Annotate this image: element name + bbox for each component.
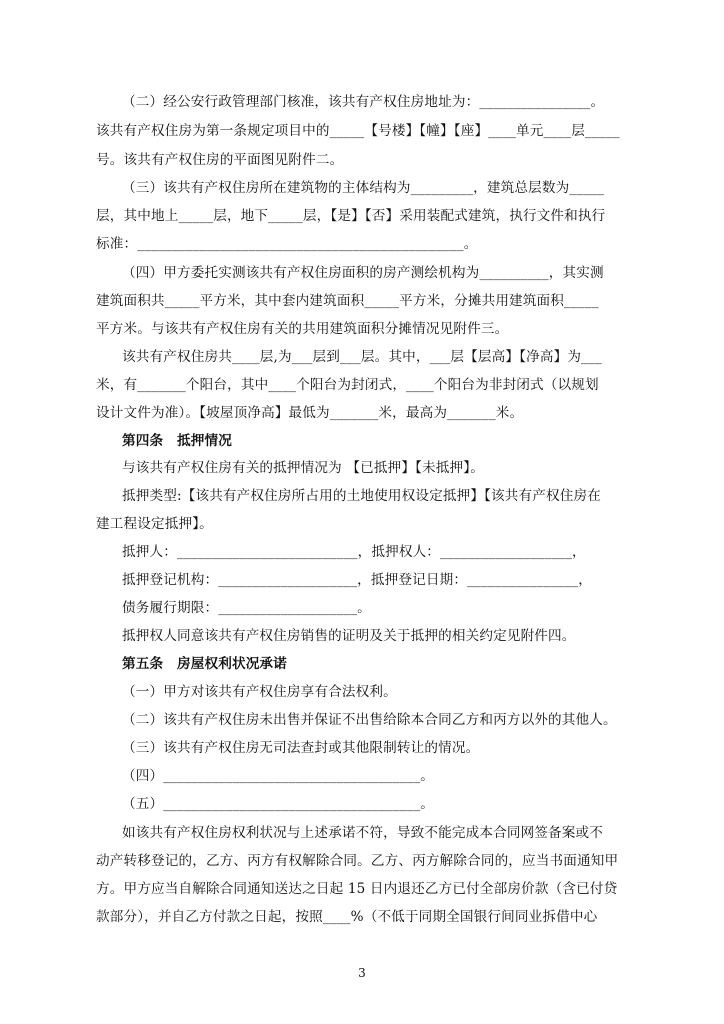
text-line: 方。甲方应当自解除合同通知送达之日起 15 日内退还乙方已付全部房价款（含已付贷 [96, 881, 618, 897]
text-line: 如该共有产权住房权利状况与上述承诺不符，导致不能完成本合同网签备案或不 [122, 825, 604, 841]
text-line: 该共有产权住房共____层,为___层到___层。其中，___层【层高】【净高】为___ [122, 349, 602, 365]
text-line: 标准：_______________________________________________。 [96, 236, 478, 252]
text-line: 与该共有产权住房有关的抵押情况为 【已抵押】【未抵押】。 [122, 460, 484, 476]
page-number: 3 [358, 966, 366, 980]
section-heading: 第五条 房屋权利状况承诺 [122, 656, 287, 672]
text-line: （一）甲方对该共有产权住房享有合法权利。 [122, 684, 397, 700]
text-line: 款部分），并自乙方付款之日起，按照____%（不低于同期全国银行间同业拆借中心 [96, 909, 598, 925]
text-line: 层，其中地上_____层，地下_____层，【是】【否】采用装配式建筑，执行文件和执行 [96, 208, 606, 224]
text-line: 建筑面积共_____平方米，其中套内建筑面积_____平方米，分摊共用建筑面积_____ [96, 293, 599, 309]
text-line: （五）_____________________________________。 [122, 796, 435, 812]
text-line: 设计文件为准）。【坡屋顶净高】最低为_______米，最高为_______米。 [96, 405, 524, 421]
text-line: （四）甲方委托实测该共有产权住房面积的房产测绘机构为__________，其实测 [122, 265, 604, 281]
text-line: 抵押登记机构：____________________，抵押登记日期：________________， [122, 572, 592, 588]
section-heading: 第四条 抵押情况 [122, 433, 232, 449]
text-line: 动产转移登记的，乙方、丙方有权解除合同。乙方、丙方解除合同的，应当书面通知甲 [96, 853, 619, 869]
text-line: 抵押人：__________________________，抵押权人：___________________， [122, 544, 586, 560]
text-line: 建工程设定抵押】。 [96, 516, 213, 532]
text-line: 债务履行期限：____________________。 [122, 600, 371, 616]
text-line: 号。该共有产权住房的平面图见附件二。 [96, 152, 344, 168]
text-line: （三）该共有产权住房无司法查封或其他限制转让的情况。 [122, 740, 480, 756]
text-line: （三）该共有产权住房所在建筑物的主体结构为_________，建筑总层数为_____ [122, 180, 605, 196]
text-line: （四）_____________________________________。 [122, 768, 435, 784]
text-line: 平方米。与该共有产权住房有关的共用建筑面积分摊情况见附件三。 [96, 321, 509, 337]
text-line: 抵押类型:【该共有产权住房所占用的土地使用权设定抵押】【该共有产权住房在 [122, 488, 601, 504]
text-line: （二）经公安行政管理部门核准，该共有产权住房地址为：________________。 [122, 94, 605, 110]
text-line: 米，有_______个阳台，其中____个阳台为封闭式，____个阳台为非封闭式（以规划 [96, 377, 599, 393]
text-line: 该共有产权住房为第一条规定项目中的_____【号楼】【幢】【座】____单元____层_____ [96, 123, 620, 139]
text-line: 抵押权人同意该共有产权住房销售的证明及关于抵押的相关约定见附件四。 [122, 628, 576, 644]
text-line: （二）该共有产权住房未出售并保证不出售给除本合同乙方和丙方以外的其他人。 [122, 712, 617, 728]
